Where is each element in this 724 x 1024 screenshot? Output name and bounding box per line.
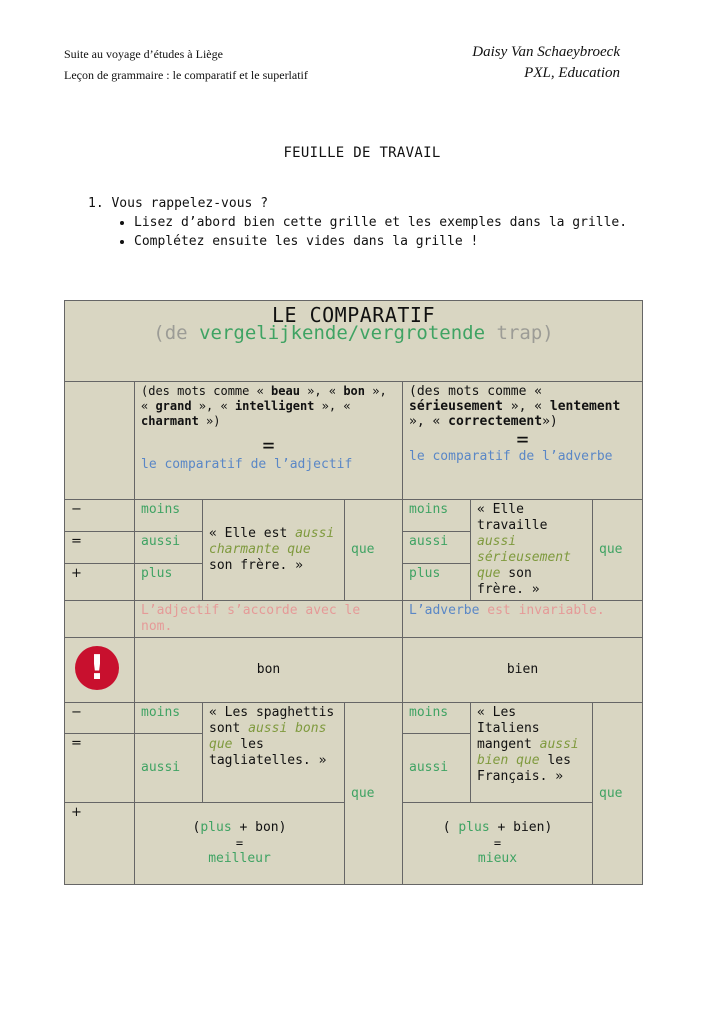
bien-example: « Les Italiens mangent aussi bien que les Français. » [471, 703, 593, 803]
bien-result [403, 803, 593, 885]
grid-subtitle [71, 322, 636, 344]
aussi-label: aussi [135, 531, 203, 563]
adverb-examples: (des mots comme « sérieusement », « lentement », « correctement») [409, 384, 621, 429]
bon-comparative: meilleur [208, 851, 271, 866]
doc-title: FEUILLE DE TRAVAIL [283, 145, 441, 161]
aussi-label: aussi [135, 734, 203, 803]
adverb-label: le comparatif de l’adverbe [409, 449, 613, 464]
grid-title-cell [65, 301, 643, 382]
moins-label: moins [403, 703, 471, 734]
bien-equals: = [493, 836, 502, 850]
adjective-example: « Elle est aussi charmante que son frère. » [203, 500, 345, 601]
adjective-header [135, 382, 403, 500]
bon-equals: = [235, 836, 244, 850]
equal-symbol: = [65, 531, 135, 563]
bien-comparative: mieux [477, 851, 518, 866]
plus-symbol: + [65, 563, 135, 600]
adverb-header [403, 382, 643, 500]
aussi-label: aussi [403, 734, 471, 803]
exclamation-icon: ! [75, 646, 119, 690]
institution: PXL, Education [524, 65, 620, 81]
empty-cell [65, 601, 135, 638]
bon-formula: (plus + bon) [192, 820, 287, 835]
author-name: Daisy Van Schaeybroeck [472, 44, 620, 60]
minus-symbol: − [65, 500, 135, 532]
plus-label: plus [403, 563, 471, 600]
adjective-examples: (des mots comme « beau », « bon », « grand », « intelligent », « charmant ») [141, 384, 387, 428]
adverb-rule: L’adverbe est invariable. [403, 601, 643, 638]
intro-bullet: • Complétez ensuite les vides dans la grille ! [134, 233, 628, 250]
que-label: que [345, 500, 403, 601]
subtitle-open: (de [153, 322, 188, 344]
moins-label: moins [135, 703, 203, 734]
intro-bullets [88, 214, 628, 250]
adverb-equals: = [516, 427, 529, 451]
aussi-label: aussi [403, 531, 471, 563]
grid-title: LE COMPARATIF [271, 303, 436, 327]
intro-item-text: Vous rappelez-vous ? [111, 196, 269, 211]
plus-symbol: + [65, 803, 135, 885]
header-line-1: Suite au voyage d’études à Liège [64, 47, 223, 61]
empty-cell [65, 382, 135, 500]
plus-label: plus [135, 563, 203, 600]
comparatif-grid [64, 300, 643, 885]
equal-symbol: = [65, 734, 135, 803]
moins-label: moins [135, 500, 203, 532]
intro-bullet: • Lisez d’abord bien cette grille et les exemples dans la grille. [134, 214, 628, 231]
intro-section [88, 195, 628, 252]
adjective-label: le comparatif de l’adjectif [141, 457, 353, 472]
intro-item-number: 1. [88, 196, 104, 211]
minus-symbol: − [65, 703, 135, 734]
que-label: que [593, 500, 643, 601]
subtitle-dutch: vergelijkende/vergrotende [199, 322, 486, 344]
que-label: que [593, 703, 643, 885]
intro-item [88, 195, 628, 212]
bon-example: « Les spaghettis sont aussi bons que les tagliatelles. » [203, 703, 345, 803]
adverb-example: « Elle travaille aussi sérieusement que son frère. » [471, 500, 593, 601]
irregular-adjective: bon [135, 638, 403, 703]
que-label: que [345, 703, 403, 885]
header-line-2: Leçon de grammaire : le comparatif et le superlatif [64, 68, 308, 82]
subtitle-close: trap) [496, 322, 554, 344]
bien-formula: ( plus + bien) [442, 820, 553, 835]
bon-result [135, 803, 345, 885]
warning-cell [65, 638, 135, 703]
adjective-rule: L’adjectif s’accorde avec le nom. [135, 601, 403, 638]
adjective-equals: = [262, 433, 275, 457]
moins-label: moins [403, 500, 471, 532]
irregular-adverb: bien [403, 638, 643, 703]
